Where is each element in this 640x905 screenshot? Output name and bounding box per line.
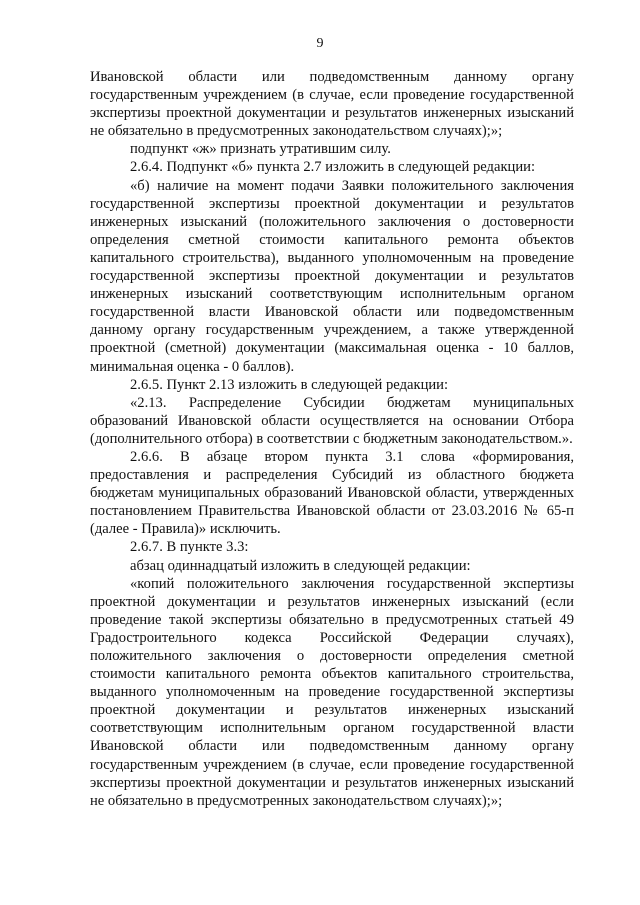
paragraph-copies: «копий положительного заключения государственной экспертизы проектной документации и результатов инженерных изысканий (если проведение такой экспертизы обязательно в предусмотренных статьей 49 Градостроительного кодекса Российской Федерации случаях), положительного заключения о достоверности определения сметной стоимости капитального ремонта объектов капитального строительства, выданного уполномоченным на проведение государственной экспертизы проектной документации и результатов инженерных изысканий соответствующим исполнительным органом государственной власти Ивановской области или подведомственным данному органу государственным учреждением (в случае, если проведение государственной экспертизы проектной документации и результатов инженерных изысканий не обязательно в предусмотренных законодательством случаях);»;	[90, 575, 574, 809]
paragraph-subpoint-b: «б) наличие на момент подачи Заявки положительного заключения государственной экспертизы проектной документации и результатов инженерных изысканий (положительного заключения о достоверности определения сметной стоимости капитального ремонта объектов капитального строительства), выданного уполномоченным на проведение государственной экспертизы проектной документации и результатов инженерных изысканий соответствующим исполнительным органом государственной власти Ивановской области или подведомственным данному органу государственным учреждением, а также утвержденной проектной (сметной) документации (максимальная оценка - 10 баллов, минимальная оценка - 0 баллов).	[90, 177, 574, 375]
page-number: 9	[316, 36, 324, 51]
paragraph-2-6-6: 2.6.6. В абзаце втором пункта 3.1 слова «формирования, предоставления и распределения Субсидий из областного бюджета бюджетам муниципальных образований Ивановской области, утвержденных постановлением Правительства Ивановской области от 23.03.2016 № 65-п (далее - Правила)» исключить.	[90, 448, 574, 538]
paragraph-continuation: Ивановской области или подведомственным данному органу государственным учреждением (в случае, если проведение государственной экспертизы проектной документации и результатов инженерных изысканий не обязательно в предусмотренных законодательством случаях);»;	[90, 69, 574, 140]
paragraph-2-6-4: 2.6.4. Подпункт «б» пункта 2.7 изложить в следующей редакции:	[130, 159, 536, 176]
paragraph-subpoint-zh: подпункт «ж» признать утратившим силу.	[130, 141, 391, 158]
paragraph-2-6-7: 2.6.7. В пункте 3.3:	[130, 539, 249, 556]
document-body	[90, 68, 574, 810]
paragraph-2-13: «2.13. Распределение Субсидии бюджетам муниципальных образований Ивановской области осуществляется на основании Отбора (дополнительного отбора) в соответствии с бюджетным законодательством.».	[90, 394, 574, 447]
paragraph-2-6-5: 2.6.5. Пункт 2.13 изложить в следующей редакции:	[130, 376, 449, 393]
paragraph-eleventh-abzac: абзац одиннадцатый изложить в следующей редакции:	[130, 557, 471, 574]
